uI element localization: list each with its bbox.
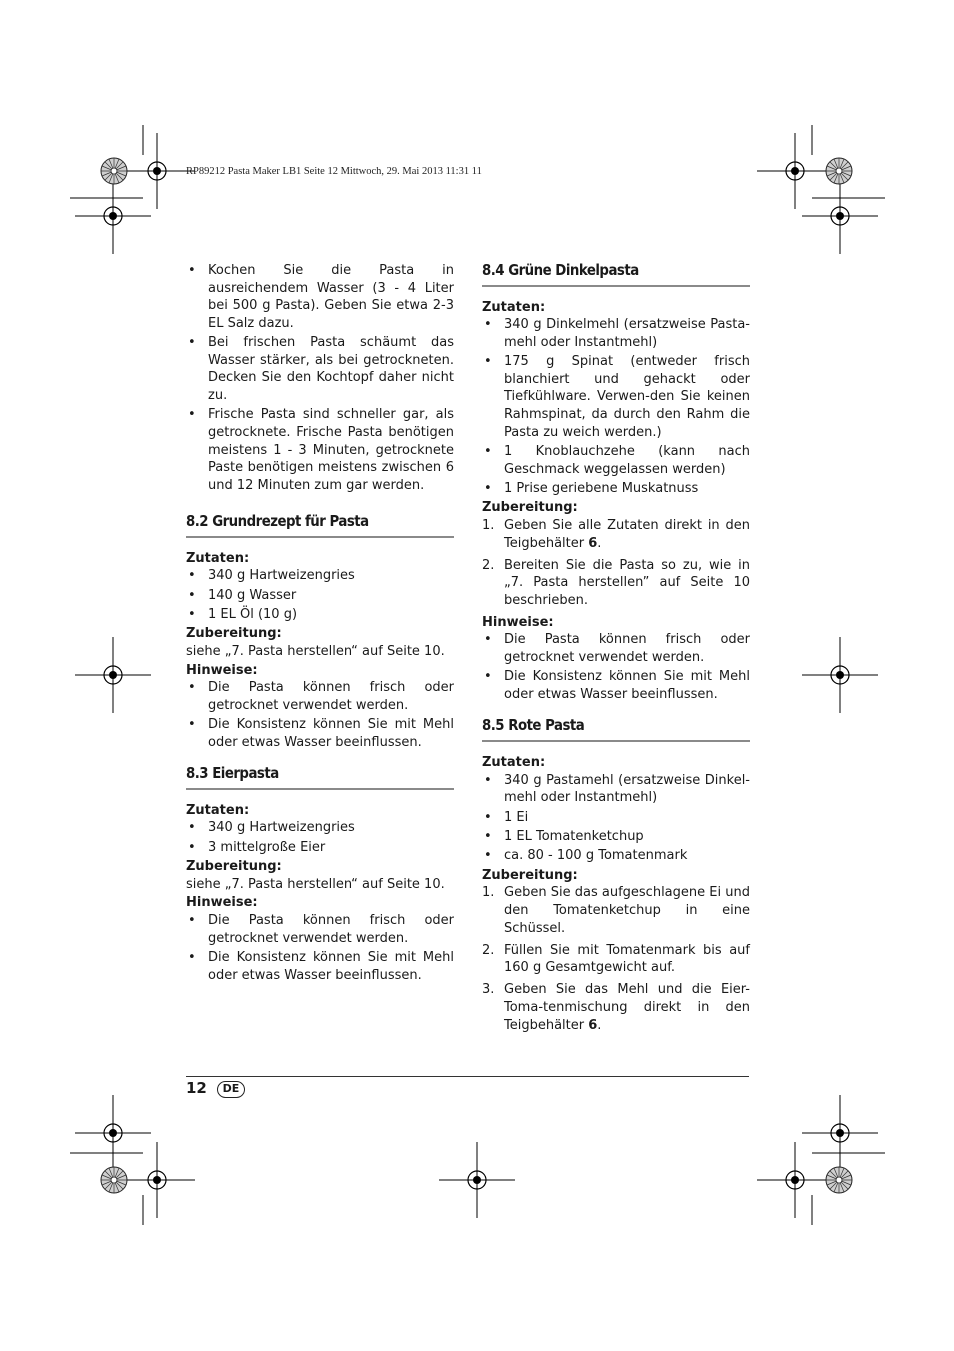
section-title-8-5: 8.5 Rote Pasta bbox=[482, 716, 585, 735]
list-item: • 3 mittelgroße Eier bbox=[186, 839, 454, 857]
ingredients-heading: Zutaten: bbox=[186, 550, 250, 566]
list-item: • Bei frischen Pasta schäumt das Wasser stärker, als bei getrockneten. Decken Sie den Kochtopf daher nicht zu. bbox=[186, 334, 454, 404]
list-item: • 340 g Hartweizengries bbox=[186, 819, 454, 837]
step-item bbox=[482, 884, 750, 937]
footer-divider bbox=[186, 1076, 749, 1077]
list-item: • 1 Prise geriebene Muskatnuss bbox=[482, 480, 750, 498]
section-title-8-4: 8.4 Grüne Dinkelpasta bbox=[482, 261, 639, 279]
list-item: • 1 Ei bbox=[482, 809, 750, 827]
preparation-text: siehe „7. Pasta herstellen“ auf Seite 10. bbox=[186, 644, 445, 660]
step-item bbox=[482, 557, 750, 610]
ingredients-heading: Zutaten: bbox=[186, 802, 250, 818]
step-text: Geben Sie das Mehl und die Eier-Toma-tenmischung direkt in den Teigbehälter bbox=[504, 982, 750, 1033]
list-item: • Die Pasta können frisch oder getrocknet verwendet werden. bbox=[186, 679, 454, 714]
language-badge: DE bbox=[217, 1081, 245, 1098]
preparation-steps bbox=[482, 884, 750, 1034]
ingredients-list bbox=[482, 772, 750, 865]
notes-heading: Hinweise: bbox=[482, 614, 554, 630]
list-item: • 340 g Hartweizengries bbox=[186, 567, 454, 585]
section-divider bbox=[482, 285, 750, 287]
list-item: • 175 g Spinat (entweder frisch blanchiert und gehackt oder Tiefkühlware. Verwen-den Sie keinen Rahmspinat, da durch den Rahm die Pasta zu weich werden.) bbox=[482, 353, 750, 441]
step-item bbox=[482, 517, 750, 552]
list-item: • ca. 80 - 100 g Tomatenmark bbox=[482, 847, 750, 865]
notes-list bbox=[186, 679, 454, 751]
list-item: • 1 EL Öl (10 g) bbox=[186, 606, 454, 624]
part-reference: 6 bbox=[588, 1017, 598, 1033]
step-number: 1. bbox=[482, 517, 495, 533]
list-item: • Kochen Sie die Pasta in ausreichendem Wasser (3 - 4 Liter bei 500 g Pasta). Geben Sie etwa 2-3 EL Salz dazu. bbox=[186, 262, 454, 332]
ingredients-list bbox=[186, 819, 454, 856]
list-item: • 1 Knoblauchzehe (kann nach Geschmack weggelassen werden) bbox=[482, 443, 750, 478]
list-item: • Die Konsistenz können Sie mit Mehl oder etwas Wasser beeinflussen. bbox=[482, 668, 750, 703]
print-header: RP89212 Pasta Maker LB1 Seite 12 Mittwoch, 29. Mai 2013 11:31 11 bbox=[186, 166, 482, 177]
step-item bbox=[482, 981, 750, 1034]
preparation-steps bbox=[482, 517, 750, 609]
notes-list bbox=[482, 631, 750, 703]
part-reference: 6 bbox=[588, 535, 598, 551]
preparation-heading: Zubereitung: bbox=[482, 867, 578, 883]
step-number: 2. bbox=[482, 557, 495, 573]
step-text: Geben Sie alle Zutaten direkt in den Teigbehälter bbox=[504, 517, 750, 551]
step-text: Füllen Sie mit Tomatenmark bis auf 160 g Gesamtgewicht auf. bbox=[504, 942, 750, 976]
list-item: • Die Pasta können frisch oder getrocknet verwendet werden. bbox=[186, 912, 454, 947]
step-end: . bbox=[597, 1017, 602, 1033]
left-column bbox=[186, 262, 454, 986]
preparation-heading: Zubereitung: bbox=[186, 859, 282, 875]
step-end: . bbox=[597, 535, 602, 551]
list-item: • 340 g Pastamehl (ersatzweise Dinkel-mehl oder Instantmehl) bbox=[482, 772, 750, 807]
preparation-heading: Zubereitung: bbox=[482, 500, 578, 516]
list-item: • Die Konsistenz können Sie mit Mehl oder etwas Wasser beeinflussen. bbox=[186, 716, 454, 751]
preparation-heading: Zubereitung: bbox=[186, 626, 282, 642]
list-item: • Frische Pasta sind schneller gar, als getrocknete. Frische Pasta benötigen meistens 1 - 3 Minuten, getrocknete Paste benötigen meistens zwischen 6 und 12 Minuten zum gar werden. bbox=[186, 406, 454, 494]
ingredients-list bbox=[482, 316, 750, 497]
page-number: 12 bbox=[186, 1079, 207, 1097]
section-divider bbox=[482, 740, 750, 742]
step-number: 3. bbox=[482, 982, 495, 998]
cooking-tips-list bbox=[186, 262, 454, 494]
step-text: Geben Sie das aufgeschlagene Ei und den Tomatenketchup in eine Schüssel. bbox=[504, 885, 750, 936]
notes-list bbox=[186, 912, 454, 984]
step-number: 1. bbox=[482, 885, 495, 901]
list-item: • 1 EL Tomatenketchup bbox=[482, 828, 750, 846]
notes-heading: Hinweise: bbox=[186, 895, 258, 911]
ingredients-heading: Zutaten: bbox=[482, 299, 546, 315]
ingredients-list bbox=[186, 567, 454, 623]
step-item bbox=[482, 942, 750, 977]
preparation-text: siehe „7. Pasta herstellen“ auf Seite 10. bbox=[186, 876, 445, 892]
ingredients-heading: Zutaten: bbox=[482, 755, 546, 771]
list-item: • Die Pasta können frisch oder getrocknet verwendet werden. bbox=[482, 631, 750, 666]
list-item: • 340 g Dinkelmehl (ersatzweise Pasta-mehl oder Instantmehl) bbox=[482, 316, 750, 351]
section-title-8-3: 8.3 Eierpasta bbox=[186, 764, 279, 783]
right-column bbox=[482, 262, 750, 1039]
notes-heading: Hinweise: bbox=[186, 662, 258, 678]
step-number: 2. bbox=[482, 942, 495, 958]
section-divider bbox=[186, 536, 454, 538]
step-text: Bereiten Sie die Pasta so zu, wie in „7. Pasta herstellen” auf Seite 10 beschrieben. bbox=[504, 557, 750, 608]
list-item: • Die Konsistenz können Sie mit Mehl oder etwas Wasser beeinflussen. bbox=[186, 949, 454, 984]
section-divider bbox=[186, 788, 454, 790]
list-item: • 140 g Wasser bbox=[186, 587, 454, 605]
section-title-8-2: 8.2 Grundrezept für Pasta bbox=[186, 512, 369, 531]
